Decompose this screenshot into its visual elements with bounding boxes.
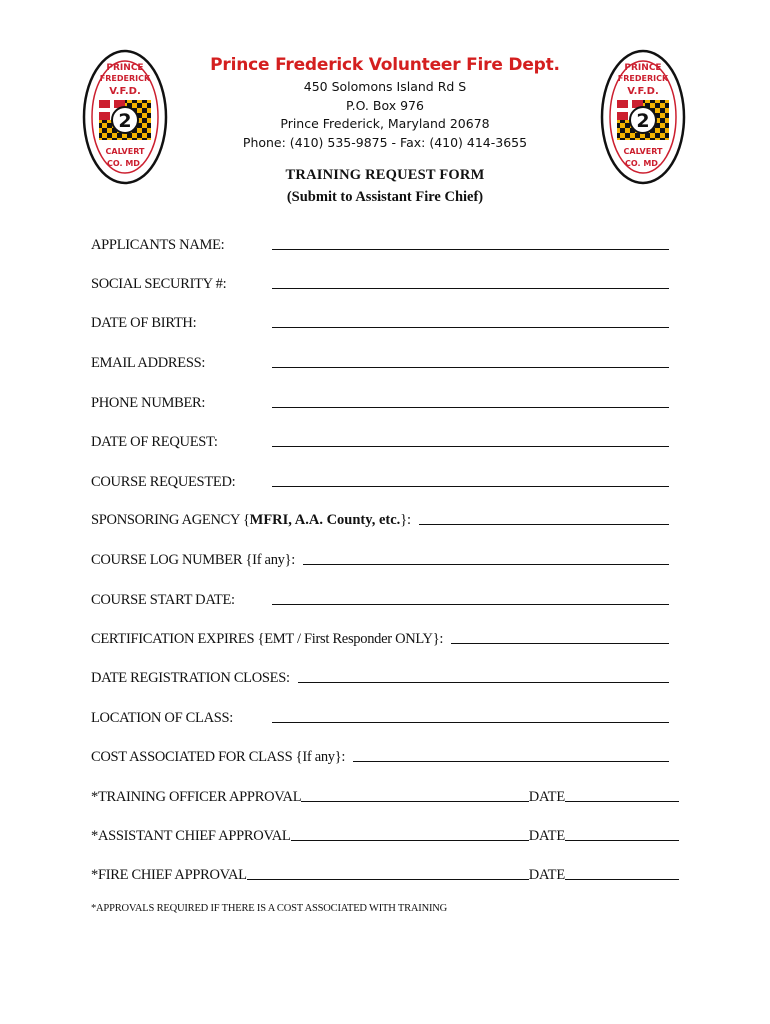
field-label: DATE OF BIRTH:: [91, 315, 197, 331]
svg-text:FREDERICK: FREDERICK: [617, 74, 669, 83]
svg-text:FREDERICK: FREDERICK: [99, 74, 151, 83]
form-title: TRAINING REQUEST FORM: [285, 167, 485, 183]
organization-name: Prince Frederick Volunteer Fire Dept.: [210, 55, 560, 75]
form-subtitle: (Submit to Assistant Fire Chief): [286, 189, 484, 205]
svg-text:PRINCE: PRINCE: [624, 63, 662, 73]
address-line-3: Prince Frederick, Maryland 20678: [280, 116, 490, 131]
address-line-1: 450 Solomons Island Rd S: [303, 79, 467, 94]
field-label: PHONE NUMBER:: [91, 395, 206, 411]
certification-expires-blank[interactable]: [451, 643, 669, 644]
svg-text:CO. MD.: CO. MD.: [625, 159, 661, 168]
sponsoring-agency-blank[interactable]: [419, 524, 669, 525]
field-label: APPLICANTS NAME:: [91, 237, 225, 253]
department-logo-left: [82, 48, 168, 186]
letterhead: [180, 52, 590, 152]
field-label: SPONSORING AGENCY {MFRI, A.A. County, etc.}:: [91, 512, 411, 528]
assistant-chief-approval-row: [91, 823, 679, 845]
svg-text:2: 2: [118, 110, 132, 132]
svg-text:CALVERT: CALVERT: [623, 147, 663, 156]
course-log-number-blank[interactable]: [303, 564, 669, 565]
field-phone-number: [91, 390, 679, 412]
field-label: *TRAINING OFFICER APPROVAL: [91, 789, 302, 805]
field-course-requested: [91, 469, 679, 491]
date-label: DATE: [528, 867, 565, 883]
training-officer-signature-blank[interactable]: [301, 801, 528, 802]
assistant-chief-signature-blank[interactable]: [291, 840, 529, 841]
social-security-blank[interactable]: [272, 288, 669, 289]
field-applicant-name: [91, 232, 679, 254]
address-line-2: P.O. Box 976: [346, 97, 424, 113]
field-label: COURSE LOG NUMBER {If any}:: [91, 552, 295, 568]
fire-chief-date-blank[interactable]: [565, 879, 679, 880]
applicant-name-blank[interactable]: [272, 249, 669, 250]
training-officer-approval-row: [91, 784, 679, 806]
email-address-blank[interactable]: [272, 367, 669, 368]
field-sponsoring-agency: [91, 507, 679, 529]
field-label: LOCATION OF CLASS:: [91, 710, 234, 726]
field-registration-closes: [91, 665, 679, 687]
course-requested-blank[interactable]: [272, 486, 669, 487]
field-cost-associated: [91, 744, 679, 766]
date-of-birth-blank[interactable]: [272, 327, 669, 328]
field-label: EMAIL ADDRESS:: [91, 355, 206, 371]
field-date-of-request: [91, 429, 679, 451]
assistant-chief-date-blank[interactable]: [565, 840, 679, 841]
field-label: DATE REGISTRATION CLOSES:: [91, 670, 290, 686]
field-location-of-class: [91, 705, 679, 727]
date-label: DATE: [528, 789, 565, 805]
date-of-request-blank[interactable]: [272, 446, 669, 447]
svg-text:CALVERT: CALVERT: [105, 147, 145, 156]
form-heading: [180, 164, 590, 208]
svg-text:PRINCE: PRINCE: [106, 63, 144, 73]
field-label: *ASSISTANT CHIEF APPROVAL: [91, 828, 291, 844]
approval-footnote: *APPROVALS REQUIRED IF THERE IS A COST ASSOCIATED WITH TRAINING: [91, 903, 448, 914]
field-label: DATE OF REQUEST:: [91, 434, 218, 450]
field-label: COURSE REQUESTED:: [91, 474, 236, 490]
field-course-start-date: [91, 587, 679, 609]
field-label: COURSE START DATE:: [91, 592, 235, 608]
phone-number-blank[interactable]: [272, 407, 669, 408]
field-label: COST ASSOCIATED FOR CLASS {If any}:: [91, 749, 346, 765]
registration-closes-blank[interactable]: [298, 682, 669, 683]
svg-text:V.F.D.: V.F.D.: [627, 86, 659, 97]
field-email-address: [91, 350, 679, 372]
training-officer-date-blank[interactable]: [565, 801, 679, 802]
location-of-class-blank[interactable]: [272, 722, 669, 723]
field-label: *FIRE CHIEF APPROVAL: [91, 867, 247, 883]
phone-fax: Phone: (410) 535-9875 - Fax: (410) 414-3655: [242, 134, 528, 150]
course-start-date-blank[interactable]: [272, 604, 669, 605]
department-logo-right: [600, 48, 686, 186]
field-social-security: [91, 271, 679, 293]
svg-text:2: 2: [636, 110, 650, 132]
field-date-of-birth: [91, 310, 679, 332]
cost-associated-blank[interactable]: [353, 761, 669, 762]
date-label: DATE: [528, 828, 565, 844]
field-course-log-number: [91, 547, 679, 569]
svg-text:CO. MD.: CO. MD.: [107, 159, 143, 168]
field-label: SOCIAL SECURITY #:: [91, 276, 227, 292]
fire-chief-approval-row: [91, 862, 679, 884]
fire-chief-signature-blank[interactable]: [247, 879, 529, 880]
field-label: CERTIFICATION EXPIRES {EMT / First Responder ONLY}:: [91, 631, 444, 647]
field-certification-expires: [91, 626, 679, 648]
svg-text:V.F.D.: V.F.D.: [109, 86, 141, 97]
